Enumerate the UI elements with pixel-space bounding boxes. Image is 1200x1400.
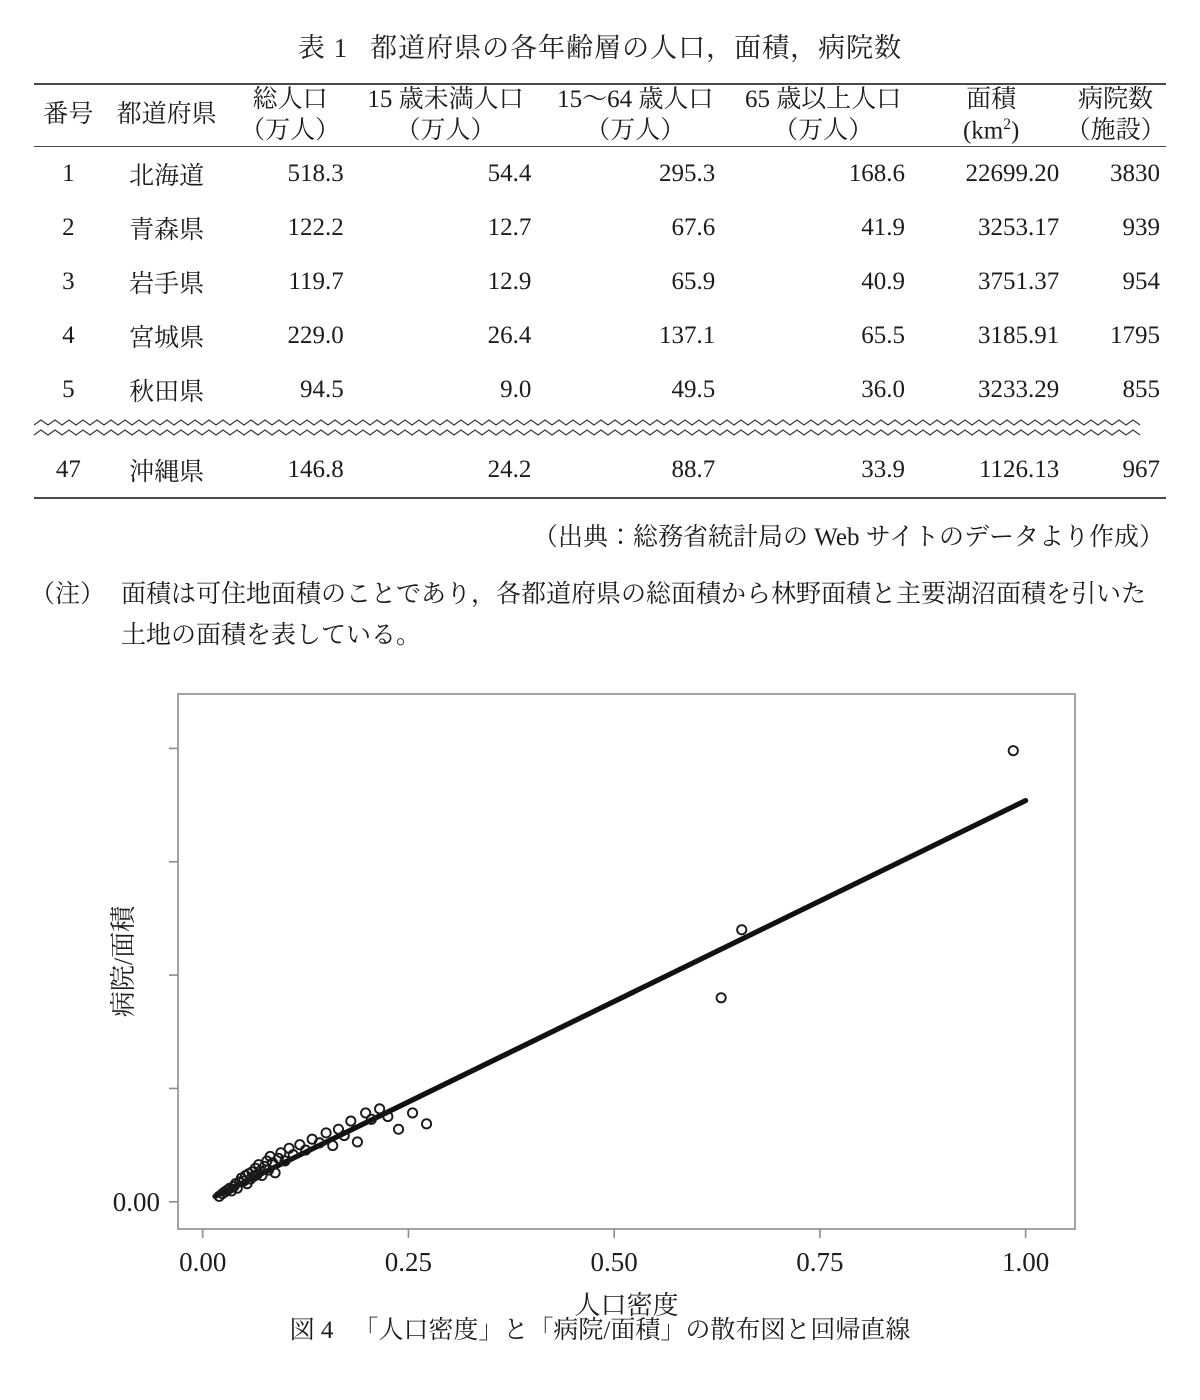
cell-over65-population: 65.5 [861,322,906,350]
cell-number: 5 [62,376,75,404]
header-line1: 病院数 [1078,86,1154,114]
cell-prefecture: 北海道 [129,163,205,191]
cell-15to64-population: 137.1 [659,322,716,350]
cell-number: 3 [62,268,75,296]
figure-caption-number: 図 4 [289,1317,334,1345]
x-axis-tick-label: 0.50 [590,1247,638,1278]
cell-number: 1 [62,160,75,188]
y-axis-tick-label: 0.00 [112,1187,160,1218]
table-row [34,255,1166,309]
statistics-table [34,83,1166,499]
header-cell-number [34,84,103,147]
x-axis-tick-label: 0.00 [179,1247,227,1278]
cell-15to64-population: 49.5 [671,376,716,404]
header-line1: 番号 [43,101,94,129]
table-header-row [34,84,1166,147]
header-line2: （施設） [1065,116,1166,144]
cell-over65-population: 40.9 [861,268,906,296]
cell-hospitals: 3830 [1110,160,1160,188]
cell-area: 3185.91 [978,322,1060,350]
table-row [34,363,1166,417]
x-axis-tick-label: 1.00 [1001,1247,1050,1278]
cell-hospitals: 939 [1122,214,1160,242]
header-cell-total-population [231,84,350,147]
cell-area: 3751.37 [978,268,1060,296]
cell-hospitals: 855 [1122,376,1160,404]
cell-under15-population: 26.4 [487,322,532,350]
cell-under15-population: 12.9 [487,268,532,296]
header-line1: 15 歳未満人口 [367,86,524,114]
cell-15to64-population: 88.7 [671,456,716,484]
cell-over65-population: 168.6 [848,160,906,188]
cell-15to64-population: 65.9 [671,268,716,296]
cell-over65-population: 33.9 [861,456,906,484]
x-axis-tick-label: 0.25 [384,1247,433,1278]
table-title-number: 表 1 [297,33,349,63]
cell-prefecture: 青森県 [129,217,205,245]
header-line2: $(km^2)$ [962,115,1020,144]
scatter-figure [0,684,1200,1321]
cell-number: 47 [55,456,81,484]
header-line1: 65 歳以上人口 [745,86,902,114]
statistics-table-wrapper [34,83,1166,499]
header-cell-under15-population [350,84,542,147]
cell-total-population: 146.8 [287,456,344,484]
table-row [34,201,1166,255]
header-line2: （万人） [773,116,874,144]
cell-under15-population: 9.0 [500,376,532,404]
cell-total-population: 119.7 [288,268,344,296]
cell-number: 2 [62,214,75,242]
cell-total-population: 518.3 [287,160,344,188]
cell-over65-population: 41.9 [861,214,906,242]
header-cell-over65-population [729,84,917,147]
cell-prefecture: 宮城県 [129,325,205,353]
table-break-row [34,417,1166,443]
header-cell-15to64-population [541,84,729,147]
cell-hospitals: 967 [1122,456,1160,484]
cell-total-population: 122.2 [287,214,344,242]
cell-total-population: 94.5 [299,376,344,404]
cell-15to64-population: 295.3 [659,160,716,188]
cell-area: 1126.13 [978,456,1060,484]
table-row [34,309,1166,363]
x-axis-tick-label: 0.75 [796,1247,844,1278]
wavy-break-icon [34,418,1166,442]
cell-hospitals: 1795 [1110,322,1160,350]
y-axis-label: 病院/面積 [109,906,138,1018]
header-cell-hospitals [1065,84,1166,147]
cell-under15-population: 54.4 [487,160,532,188]
figure-caption-text: 「人口密度」と「病院/面積」の散布図と回帰直線 [353,1317,911,1345]
header-line1: 都道府県 [116,101,217,129]
cell-prefecture: 沖縄県 [129,459,205,487]
table-header [34,84,1166,147]
table-body [34,147,1166,499]
cell-prefecture: 岩手県 [129,271,205,299]
header-line2: （万人） [585,116,686,144]
footnote-label: （注） [30,581,106,609]
scatter-plot-svg [109,684,1090,1321]
header-line2: （万人） [240,116,341,144]
cell-area: 3253.17 [978,214,1060,242]
cell-over65-population: 36.0 [861,376,906,404]
cell-under15-population: 24.2 [487,456,532,484]
cell-under15-population: 12.7 [487,214,532,242]
header-line1: 面積 [966,86,1017,113]
table-title-text: 都道府県の各年齢層の人口，面積，病院数 [370,33,903,63]
table-title [0,0,1200,65]
header-cell-area [917,84,1065,147]
header-line1: 15〜64 歳人口 [557,86,714,114]
cell-area: 3233.29 [978,376,1060,404]
cell-number: 4 [62,322,75,350]
cell-total-population: 229.0 [287,322,344,350]
table-row [34,147,1166,202]
cell-hospitals: 954 [1122,268,1160,296]
cell-area: 22699.20 [965,160,1060,188]
table-footnote [30,575,1162,656]
header-cell-prefecture [103,84,231,147]
cell-prefecture: 秋田県 [129,379,205,407]
cell-15to64-population: 67.6 [671,214,716,242]
header-line2: （万人） [395,116,496,144]
table-row [34,443,1166,498]
footnote-body: 面積は可住地面積のことであり，各都道府県の総面積から林野面積と主要湖沼面積を引いた土地の面積を表している。 [121,581,1147,649]
x-axis-label: 人口密度 [574,1291,679,1321]
header-line1: 総人口 [252,86,328,114]
wavy-break-cell [34,417,1166,443]
table-source-note: （出典：総務省統計局の Web サイトのデータより作成） [533,524,1164,552]
